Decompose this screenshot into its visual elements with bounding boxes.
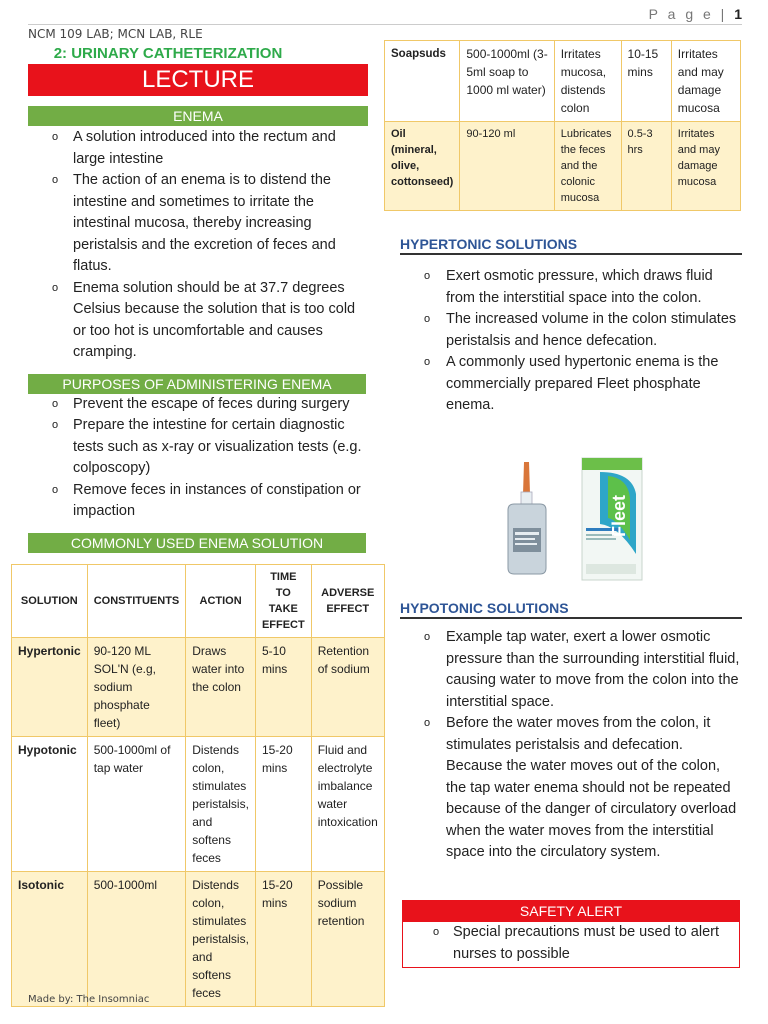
lecture-banner: LECTURE — [28, 64, 368, 96]
table-cell: 15-20 mins — [255, 737, 311, 872]
col-header-solution: SOLUTION — [12, 565, 88, 638]
table-cell: 90-120 ml — [460, 122, 554, 211]
common-solution-heading: COMMONLY USED ENEMA SOLUTION — [28, 533, 366, 553]
table-row — [12, 872, 385, 1007]
table-row — [385, 122, 741, 211]
table-cell: Hypotonic — [12, 737, 88, 872]
page-label: P a g e | — [648, 6, 728, 22]
col-header-constituents: CONSTITUENTS — [87, 565, 186, 638]
table-cell: Irritates and may damage mucosa — [671, 41, 740, 122]
table-cell: 500-1000ml of tap water — [87, 737, 186, 872]
fleet-enema-product-image — [500, 454, 680, 582]
table-cell: Soapsuds — [385, 41, 460, 122]
safety-alert-list — [403, 922, 739, 967]
enema-bottle-icon — [508, 462, 546, 574]
table-cell: 500-1000ml — [87, 872, 186, 1007]
purposes-heading: PURPOSES OF ADMINISTERING ENEMA — [28, 374, 366, 394]
table-cell: Lubricates the feces and the colonic mucosa — [554, 122, 621, 211]
col-header-time: TIME TO TAKE EFFECT — [255, 565, 311, 638]
list-item: o Special precautions must be used to alert nurses to possible — [403, 922, 739, 965]
page-number — [649, 6, 742, 22]
table-cell: Distends colon, stimulates peristalsis, and softens feces — [186, 737, 256, 872]
list-item: o Prepare the intestine for certain diagnostic tests such as x-ray or visualization tests (e.g. colposcopy) — [28, 415, 368, 480]
page-number-value: 1 — [734, 6, 742, 22]
table-cell: Hypertonic — [12, 638, 88, 737]
course-label: NCM 109 LAB; MCN LAB, RLE — [28, 27, 203, 41]
table-cell: 0.5-3 hrs — [621, 122, 671, 211]
enema-solution-table — [11, 564, 385, 1007]
list-item: o The increased volume in the colon stimulates peristalsis and hence defecation. — [400, 309, 742, 352]
col-header-action: ACTION — [186, 565, 256, 638]
table-cell: Retention of sodium — [311, 638, 384, 737]
hypotonic-heading: HYPOTONIC SOLUTIONS — [400, 597, 742, 619]
list-item: o Example tap water, exert a lower osmotic pressure than the surrounding interstitial fluid, causing water to move from the colon into the interstitial space. — [400, 627, 742, 713]
hypertonic-list — [400, 266, 742, 417]
left-column — [28, 44, 368, 553]
table-cell: 90-120 ML SOL'N (e.g, sodium phosphate fleet) — [87, 638, 186, 737]
table-row — [12, 737, 385, 872]
table-row — [385, 41, 741, 122]
hypertonic-heading: HYPERTONIC SOLUTIONS — [400, 233, 742, 255]
table-cell: Irritates mucosa, distends colon — [554, 41, 621, 122]
table-cell: Possible sodium retention — [311, 872, 384, 1007]
enema-list — [28, 127, 368, 364]
table-cell: Oil (mineral, olive, cottonseed) — [385, 122, 460, 211]
fleet-logo-text: Fleet — [609, 494, 629, 538]
safety-alert-heading: SAFETY ALERT — [403, 901, 739, 922]
table-cell: Irritates and may damage mucosa — [671, 122, 740, 211]
list-item: o Prevent the escape of feces during surgery — [28, 394, 368, 416]
list-item: o A commonly used hypertonic enema is the commercially prepared Fleet phosphate enema. — [400, 352, 742, 417]
table-cell: 10-15 mins — [621, 41, 671, 122]
list-item: o Before the water moves from the colon, it stimulates peristalsis and defecation. Because the water moves out of the colon, the tap water enema should not be repeated because of the danger of circulatory overload when the water moves from the interstitial space into the circulatory system. — [400, 713, 742, 864]
footer-credit: Made by: The Insomniac — [28, 994, 150, 1005]
table-row — [12, 638, 385, 737]
hypotonic-section — [400, 597, 742, 864]
col-header-adverse: ADVERSE EFFECT — [311, 565, 384, 638]
list-item: o The action of an enema is to distend the intestine and sometimes to irritate the intestinal mucosa, thereby increasing peristalsis and the excretion of feces and flatus. — [28, 170, 368, 278]
hypertonic-section — [400, 233, 742, 417]
table-cell: 500-1000ml (3-5ml soap to 1000 ml water) — [460, 41, 554, 122]
list-item: o Exert osmotic pressure, which draws fluid from the interstitial space into the colon. — [400, 266, 742, 309]
table-cell: 15-20 mins — [255, 872, 311, 1007]
table-cell: Distends colon, stimulates peristalsis, and softens feces — [186, 872, 256, 1007]
safety-alert-box — [402, 900, 740, 968]
enema-solution-table-continued — [384, 40, 741, 211]
list-item: o A solution introduced into the rectum and large intestine — [28, 127, 368, 170]
hypotonic-list — [400, 627, 742, 864]
unit-title: 2: URINARY CATHETERIZATION — [53, 45, 283, 62]
table-cell: Isotonic — [12, 872, 88, 1007]
table-header-row — [12, 565, 385, 638]
purposes-list — [28, 394, 368, 523]
enema-heading: ENEMA — [28, 106, 368, 126]
table-cell: Fluid and electrolyte imbalance water intoxication — [311, 737, 384, 872]
table-cell: Draws water into the colon — [186, 638, 256, 737]
header-divider — [28, 24, 742, 25]
list-item: o Enema solution should be at 37.7 degrees Celsius because the solution that is too cold or too hot is uncomfortable and causes cramping. — [28, 278, 368, 364]
list-item: o Remove feces in instances of constipation or impaction — [28, 480, 368, 523]
table-cell: 5-10 mins — [255, 638, 311, 737]
